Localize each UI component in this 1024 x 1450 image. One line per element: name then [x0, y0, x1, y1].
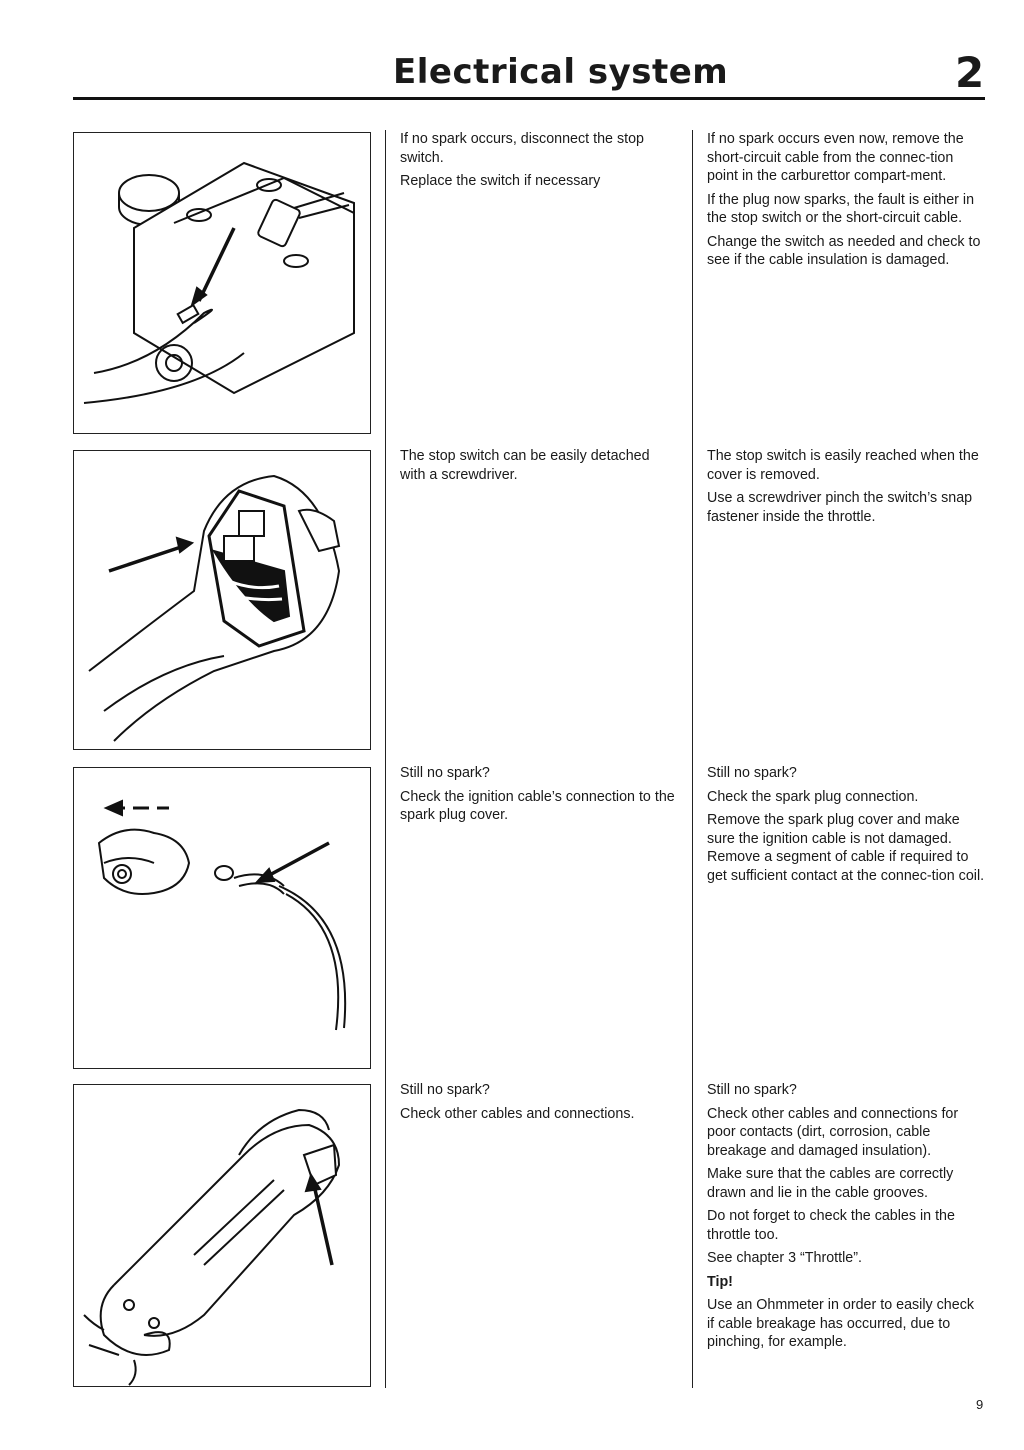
column-divider-right	[692, 130, 693, 1388]
paragraph: Check other cables and connections for poor contacts (dirt, corrosion, cable breakage and damaged insulation).	[707, 1105, 959, 1159]
paragraph: If the plug now sparks, the fault is either in the stop switch or the short-circuit cable.	[707, 191, 975, 226]
paragraph: Use a screwdriver pinch the switch’s snap fastener inside the throttle.	[707, 490, 973, 525]
paragraph: If no spark occurs even now, remove the short-circuit cable from the connec-tion point in the carburettor compart-ment.	[707, 131, 964, 184]
section-4-right-text	[707, 1081, 985, 1357]
engine-illustration	[74, 133, 370, 433]
paragraph: Still no spark?	[707, 765, 797, 781]
paragraph: Check the ignition cable’s connection to the spark plug cover.	[400, 788, 675, 823]
section-2-right-text	[707, 447, 985, 531]
section-2-left-text	[400, 447, 678, 489]
paragraph: Check the spark plug connection.	[707, 788, 919, 805]
paragraph: The stop switch is easily reached when the cover is removed.	[707, 448, 979, 483]
figure-stop-switch-handle	[73, 450, 371, 750]
figure-stop-switch-cable	[73, 132, 371, 434]
paragraph: Change the switch as needed and check to see if the cable insulation is damaged.	[707, 233, 981, 268]
handle-illustration	[74, 451, 370, 749]
figure-throttle-handle	[73, 1084, 371, 1387]
chapter-number: 2	[955, 48, 985, 97]
paragraph: Check other cables and connections.	[400, 1105, 635, 1122]
section-3-right-text	[707, 764, 985, 890]
figure-spark-plug-cover	[73, 767, 371, 1069]
paragraph: The stop switch can be easily detached with a screwdriver.	[400, 448, 650, 483]
section-4-left-text	[400, 1081, 678, 1128]
paragraph: Still no spark?	[400, 1082, 490, 1098]
page-number: 9	[976, 1397, 984, 1412]
paragraph: Remove the spark plug cover and make sure the ignition cable is not damaged. Remove a segment of cable if required to get sufficient contact at the connec-tion coil.	[707, 812, 985, 884]
section-1-left-text	[400, 130, 678, 196]
paragraph: Make sure that the cables are correctly drawn and lie in the cable grooves.	[707, 1166, 954, 1201]
spark-plug-illustration	[74, 768, 370, 1068]
tip-heading: Tip!	[707, 1273, 733, 1290]
tip-text: Use an Ohmmeter in order to easily check if cable breakage has occurred, due to pinching, for example.	[707, 1297, 974, 1350]
header-rule	[73, 97, 985, 100]
page-title: Electrical system	[393, 52, 729, 92]
paragraph: Still no spark?	[707, 1082, 797, 1098]
paragraph: See chapter 3 “Throttle”.	[707, 1250, 862, 1266]
paragraph: Still no spark?	[400, 765, 490, 781]
section-1-right-text	[707, 130, 985, 275]
column-divider-left	[385, 130, 386, 1388]
section-3-left-text	[400, 764, 678, 830]
paragraph: Do not forget to check the cables in the throttle too.	[707, 1208, 955, 1243]
paragraph: If no spark occurs, disconnect the stop switch.	[400, 131, 644, 166]
throttle-illustration	[74, 1085, 370, 1386]
paragraph: Replace the switch if necessary	[400, 173, 601, 189]
